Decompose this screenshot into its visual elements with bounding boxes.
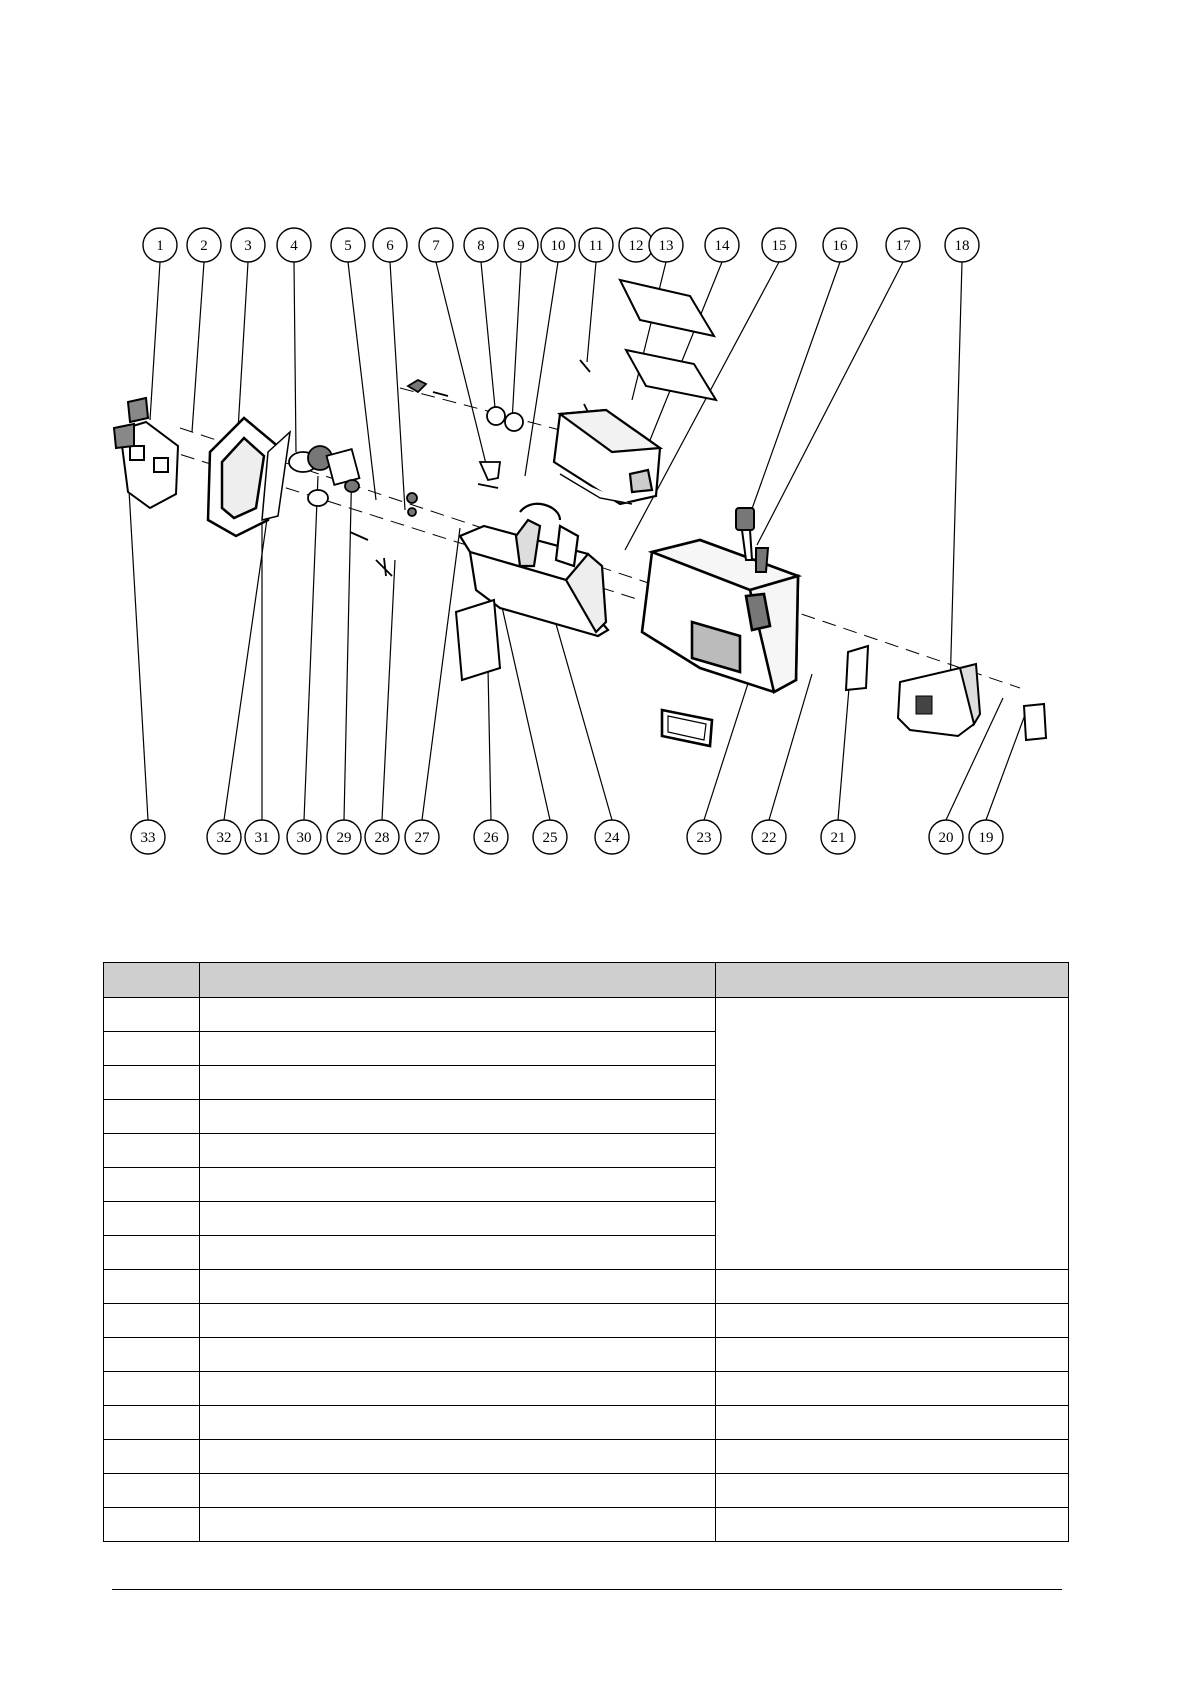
- cell-no: [104, 1066, 200, 1100]
- top-callout-label: 6: [386, 238, 394, 254]
- cell-part-number: [716, 1508, 1069, 1542]
- cell-no: [104, 1372, 200, 1406]
- cell-part-number: [716, 1270, 1069, 1304]
- header-part-number: [716, 963, 1069, 998]
- top-callout-label: 5: [344, 238, 352, 254]
- bracket-part: [846, 646, 1046, 740]
- top-plates: [620, 280, 716, 400]
- bottom-callout-label: 22: [761, 830, 777, 846]
- bottom-callout-label: 31: [254, 830, 270, 846]
- cell-description: [200, 1202, 716, 1236]
- bottom-callout-label: 32: [216, 830, 232, 846]
- cell-description: [200, 1338, 716, 1372]
- cell-no: [104, 1100, 200, 1134]
- frame-part: [208, 418, 290, 536]
- top-callout-label: 18: [954, 238, 970, 254]
- top-callout-label: 10: [550, 238, 566, 254]
- cell-no: [104, 1338, 200, 1372]
- top-callout-label: 12: [628, 238, 644, 254]
- cell-description: [200, 1508, 716, 1542]
- header-description: [200, 963, 716, 998]
- bottom-callout-label: 25: [542, 830, 558, 846]
- top-callout-label: 2: [200, 238, 208, 254]
- bottom-callout-label: 33: [140, 830, 156, 846]
- table-header-row: [104, 963, 1069, 998]
- top-callout-label: 17: [895, 238, 911, 254]
- bottom-callout-label: 20: [938, 830, 954, 846]
- cell-description: [200, 1168, 716, 1202]
- bottom-callout-label: 19: [978, 830, 994, 846]
- top-callout-label: 9: [517, 238, 525, 254]
- cell-description: [200, 1134, 716, 1168]
- top-callout-label: 1: [156, 238, 164, 254]
- cell-no: [104, 1406, 200, 1440]
- top-callout-label: 4: [290, 238, 298, 254]
- cell-no: [104, 1202, 200, 1236]
- footer-rule: [112, 1589, 1062, 1590]
- table-row: [104, 1270, 1069, 1304]
- upper-housing-part: [554, 410, 660, 504]
- top-callout-label: 14: [714, 238, 730, 254]
- cell-part-number: [716, 1440, 1069, 1474]
- cell-description: [200, 1100, 716, 1134]
- cell-description: [200, 1032, 716, 1066]
- table-row: [104, 1440, 1069, 1474]
- top-callout-label: 11: [588, 238, 604, 254]
- cell-no: [104, 998, 200, 1032]
- main-enclosure-part: [642, 540, 798, 746]
- cell-description: [200, 1372, 716, 1406]
- cell-part-number-merged: [716, 998, 1069, 1270]
- cell-description: [200, 1406, 716, 1440]
- top-callout-label: 16: [832, 238, 848, 254]
- cell-part-number: [716, 1406, 1069, 1440]
- table-row: [104, 1304, 1069, 1338]
- cell-part-number: [716, 1372, 1069, 1406]
- bottom-callout-label: 27: [414, 830, 430, 846]
- cell-no: [104, 1032, 200, 1066]
- cell-description: [200, 998, 716, 1032]
- pcb-part: [456, 600, 500, 680]
- cell-description: [200, 1304, 716, 1338]
- top-callout-label: 3: [244, 238, 252, 254]
- bottom-callout-label: 26: [483, 830, 499, 846]
- cell-part-number: [716, 1474, 1069, 1508]
- callouts-top: [143, 228, 979, 262]
- bottom-callout-label: 24: [604, 830, 620, 846]
- top-callout-label: 8: [477, 238, 485, 254]
- cell-no: [104, 1440, 200, 1474]
- bezel-part: [114, 398, 178, 508]
- table-row: [104, 1406, 1069, 1440]
- table-row: [104, 1474, 1069, 1508]
- cell-description: [200, 1236, 716, 1270]
- top-callout-label: 7: [432, 238, 440, 254]
- cell-part-number: [716, 1338, 1069, 1372]
- bottom-callout-label: 21: [830, 830, 846, 846]
- cell-part-number: [716, 1304, 1069, 1338]
- top-callout-label: 13: [658, 238, 674, 254]
- table-row: [104, 1372, 1069, 1406]
- cell-no: [104, 1236, 200, 1270]
- cell-no: [104, 1508, 200, 1542]
- bottom-callout-label: 29: [336, 830, 352, 846]
- cell-no: [104, 1304, 200, 1338]
- cell-no: [104, 1134, 200, 1168]
- bottom-callout-label: 23: [696, 830, 712, 846]
- cell-no: [104, 1168, 200, 1202]
- bottom-callout-label: 28: [374, 830, 390, 846]
- parts-table: [103, 962, 1069, 1542]
- top-callout-label: 15: [771, 238, 787, 254]
- cell-description: [200, 1474, 716, 1508]
- header-no: [104, 963, 200, 998]
- table-row: [104, 1338, 1069, 1372]
- table-row: [104, 1508, 1069, 1542]
- cell-description: [200, 1066, 716, 1100]
- cell-description: [200, 1440, 716, 1474]
- cell-no: [104, 1474, 200, 1508]
- cell-no: [104, 1270, 200, 1304]
- callouts-bottom: [131, 820, 1003, 854]
- bottom-callout-label: 30: [296, 830, 312, 846]
- cell-description: [200, 1270, 716, 1304]
- table-row: [104, 998, 1069, 1032]
